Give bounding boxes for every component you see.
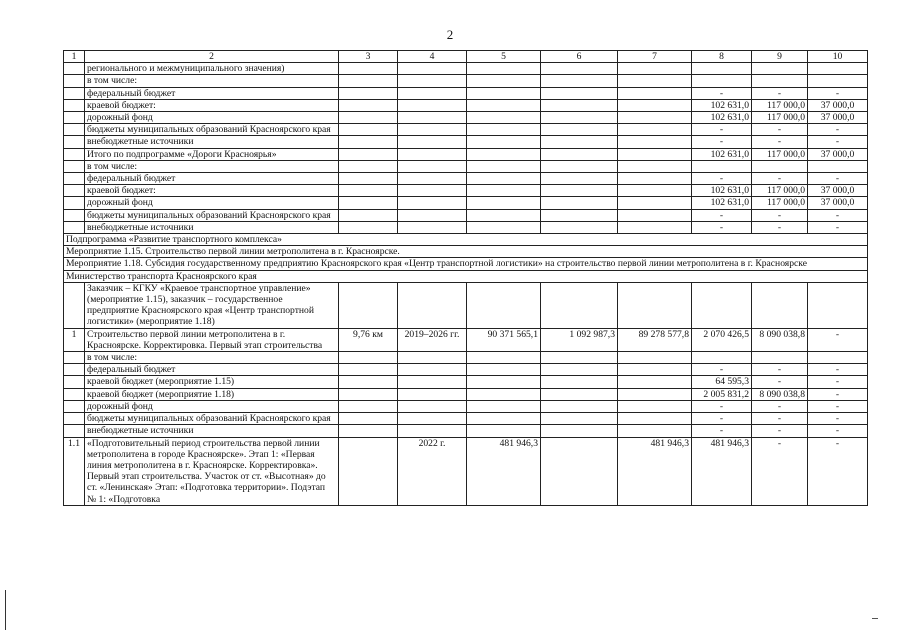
table-cell (541, 400, 618, 412)
table-cell (64, 425, 85, 437)
table-cell (541, 413, 618, 425)
table-cell (618, 124, 692, 136)
table-cell (467, 376, 541, 388)
column-header: 7 (618, 51, 692, 63)
table-cell (467, 209, 541, 221)
table-cell (808, 352, 868, 364)
table-cell (752, 63, 808, 75)
table-cell: - (808, 437, 868, 505)
row-label: внебюджетные источники (85, 136, 339, 148)
row-label: краевой бюджет: (85, 185, 339, 197)
row-label: «Подготовительный период строительства первой линии метрополитена в городе Красноярске». Этап 1: «Первая линия метрополитена в г. Красноярске. Корректировка». Первый этап строительства. Участок от ст. «Высотная» до ст. «Ленинская» Этап: «Подготовка территории». Подэтап № 1: «Подготовка (85, 437, 339, 505)
table-cell: 1 092 987,3 (541, 328, 618, 351)
column-header: 6 (541, 51, 618, 63)
table-cell (339, 148, 398, 160)
table-cell (618, 136, 692, 148)
table-cell: 117 000,0 (752, 99, 808, 111)
table-cell (64, 160, 85, 172)
table-cell (64, 99, 85, 111)
table-cell (339, 112, 398, 124)
table-cell (64, 63, 85, 75)
table-cell (64, 400, 85, 412)
table-cell: - (692, 364, 752, 376)
table-row (64, 221, 868, 233)
table-cell (64, 173, 85, 185)
row-label: федеральный бюджет (85, 173, 339, 185)
item-row (64, 437, 868, 505)
row-label: Строительство первой линии метрополитена в г. Красноярске. Корректировка. Первый этап строительства (85, 328, 339, 351)
table-cell: 2019–2026 гг. (398, 328, 467, 351)
table-row (64, 63, 868, 75)
row-label: бюджеты муниципальных образований Красноярского края (85, 124, 339, 136)
table-row (64, 364, 868, 376)
table-cell (339, 75, 398, 87)
table-cell (618, 197, 692, 209)
table-cell (618, 221, 692, 233)
table-cell (692, 75, 752, 87)
table-row (64, 425, 868, 437)
table-cell (467, 425, 541, 437)
table-cell (467, 148, 541, 160)
table-cell (339, 282, 398, 328)
customer-text: Заказчик – КГКУ «Краевое транспортное управление» (мероприятие 1.15), заказчик – государственное предприятие Красноярского края «Центр транспортной логистики» (мероприятие 1.18) (85, 282, 339, 328)
table-cell (64, 124, 85, 136)
table-cell (398, 282, 467, 328)
header-row (64, 51, 868, 63)
table-cell (339, 376, 398, 388)
section-title: Министерство транспорта Красноярского края (64, 270, 868, 282)
table-cell (339, 173, 398, 185)
row-label: регионального и межмуниципального значения) (85, 63, 339, 75)
table-cell: - (808, 87, 868, 99)
table-cell (64, 388, 85, 400)
table-cell (398, 364, 467, 376)
table-cell (339, 388, 398, 400)
table-cell: 117 000,0 (752, 148, 808, 160)
table-cell: - (808, 364, 868, 376)
table-cell: 102 631,0 (692, 112, 752, 124)
table-cell (398, 197, 467, 209)
table-cell: 102 631,0 (692, 197, 752, 209)
table-cell (541, 388, 618, 400)
row-label: краевой бюджет (мероприятие 1.18) (85, 388, 339, 400)
table-cell (467, 197, 541, 209)
table-cell: - (808, 328, 868, 351)
table-cell: 37 000,0 (808, 185, 868, 197)
table-cell (339, 352, 398, 364)
table-cell: 481 946,3 (467, 437, 541, 505)
table-cell (692, 63, 752, 75)
table-cell (64, 221, 85, 233)
table-cell (618, 425, 692, 437)
table-cell (618, 376, 692, 388)
table-cell (398, 173, 467, 185)
table-cell (339, 136, 398, 148)
table-cell: 37 000,0 (808, 197, 868, 209)
table-cell (692, 160, 752, 172)
table-cell (467, 185, 541, 197)
table-cell (541, 87, 618, 99)
table-cell (618, 364, 692, 376)
table-cell (808, 282, 868, 328)
table-cell (64, 197, 85, 209)
table-row (64, 148, 868, 160)
table-cell (467, 99, 541, 111)
table-cell: - (752, 364, 808, 376)
table-cell (339, 364, 398, 376)
column-header: 1 (64, 51, 85, 63)
table-cell: - (692, 124, 752, 136)
table-cell (618, 282, 692, 328)
section-title: Мероприятие 1.15. Строительство первой линии метрополитена в г. Красноярске. (64, 246, 868, 258)
row-label: краевой бюджет (мероприятие 1.15) (85, 376, 339, 388)
table-cell (467, 160, 541, 172)
table-cell: - (692, 413, 752, 425)
table-cell: 64 595,3 (692, 376, 752, 388)
table-cell (64, 282, 85, 328)
table-cell (398, 352, 467, 364)
table-cell (398, 99, 467, 111)
table-cell: - (808, 425, 868, 437)
row-label: дорожный фонд (85, 112, 339, 124)
table-cell (339, 63, 398, 75)
row-label: федеральный бюджет (85, 364, 339, 376)
table-cell (398, 388, 467, 400)
table-cell (541, 425, 618, 437)
table-cell (339, 160, 398, 172)
table-cell (398, 124, 467, 136)
column-header: 2 (85, 51, 339, 63)
table-cell: - (692, 209, 752, 221)
table-cell (541, 376, 618, 388)
table-cell (752, 160, 808, 172)
table-cell (467, 173, 541, 185)
table-cell (467, 87, 541, 99)
table-cell (467, 112, 541, 124)
table-cell: - (808, 209, 868, 221)
table-cell (541, 197, 618, 209)
table-cell (808, 75, 868, 87)
table-cell (64, 185, 85, 197)
row-label: в том числе: (85, 75, 339, 87)
table-cell: - (752, 413, 808, 425)
table-cell (618, 148, 692, 160)
table-cell (339, 197, 398, 209)
section-title: Мероприятие 1.18. Субсидия государственному предприятию Красноярского края «Центр транспортной логистики» на строительство первой линии метрополитена в г. Красноярске (64, 258, 868, 270)
table-cell (398, 185, 467, 197)
table-row (64, 185, 868, 197)
row-label: в том числе: (85, 160, 339, 172)
table-cell (618, 173, 692, 185)
table-cell (618, 352, 692, 364)
table-cell: - (692, 173, 752, 185)
table-cell: 481 946,3 (618, 437, 692, 505)
table-cell: - (808, 136, 868, 148)
table-cell (64, 209, 85, 221)
budget-table (63, 50, 868, 506)
table-cell: - (752, 400, 808, 412)
column-header: 3 (339, 51, 398, 63)
table-cell (398, 75, 467, 87)
table-cell (541, 209, 618, 221)
table-cell (339, 221, 398, 233)
table-cell: 37 000,0 (808, 148, 868, 160)
table-cell (752, 282, 808, 328)
table-cell (541, 75, 618, 87)
table-cell (398, 209, 467, 221)
table-cell (618, 209, 692, 221)
table-cell (64, 364, 85, 376)
table-cell (339, 413, 398, 425)
table-cell: - (692, 221, 752, 233)
table-row (64, 87, 868, 99)
table-cell (467, 400, 541, 412)
table-cell: - (752, 376, 808, 388)
table-cell (339, 425, 398, 437)
table-cell (541, 221, 618, 233)
row-label: краевой бюджет: (85, 99, 339, 111)
table-cell (541, 99, 618, 111)
column-header: 10 (808, 51, 868, 63)
table-cell: 481 946,3 (692, 437, 752, 505)
table-cell: - (692, 400, 752, 412)
table-cell (398, 63, 467, 75)
table-cell: 8 090 038,8 (752, 388, 808, 400)
table-cell (339, 437, 398, 505)
table-cell (398, 376, 467, 388)
table-cell: - (752, 87, 808, 99)
table-row (64, 124, 868, 136)
table-cell (541, 63, 618, 75)
table-cell (541, 185, 618, 197)
row-label: бюджеты муниципальных образований Красноярского края (85, 209, 339, 221)
table-cell (752, 352, 808, 364)
table-cell (64, 376, 85, 388)
table-cell (618, 99, 692, 111)
table-cell: 8 090 038,8 (752, 328, 808, 351)
table-cell: 102 631,0 (692, 99, 752, 111)
section-row (64, 270, 868, 282)
table-row (64, 209, 868, 221)
table-cell (64, 112, 85, 124)
table-row (64, 75, 868, 87)
page-number: 2 (446, 27, 454, 42)
table-cell: - (808, 124, 868, 136)
table-cell: - (808, 173, 868, 185)
table-cell (339, 99, 398, 111)
item-row (64, 328, 868, 351)
table-cell (618, 388, 692, 400)
table-cell (618, 400, 692, 412)
table-cell (339, 400, 398, 412)
table-cell: 117 000,0 (752, 112, 808, 124)
table-cell (541, 136, 618, 148)
table-row (64, 136, 868, 148)
section-row (64, 234, 868, 246)
table-cell: - (692, 425, 752, 437)
corner-tick (872, 618, 878, 619)
table-row (64, 160, 868, 172)
table-cell: - (752, 221, 808, 233)
row-label: дорожный фонд (85, 400, 339, 412)
table-row (64, 400, 868, 412)
table-cell (618, 413, 692, 425)
row-label: Итого по подпрограмме «Дороги Красноярья» (85, 148, 339, 160)
table-cell (541, 148, 618, 160)
table-cell (541, 112, 618, 124)
table-cell (808, 160, 868, 172)
table-cell: 1 (64, 328, 85, 351)
table-cell (339, 185, 398, 197)
section-row (64, 246, 868, 258)
table-cell (339, 209, 398, 221)
table-row (64, 173, 868, 185)
column-header: 5 (467, 51, 541, 63)
table-cell (692, 352, 752, 364)
table-cell: - (752, 173, 808, 185)
table-cell: 102 631,0 (692, 185, 752, 197)
table-cell: 37 000,0 (808, 99, 868, 111)
table-cell (64, 136, 85, 148)
table-cell: 90 371 565,1 (467, 328, 541, 351)
table-cell (618, 63, 692, 75)
table-cell (618, 112, 692, 124)
column-header: 4 (398, 51, 467, 63)
customer-row (64, 282, 868, 328)
table-cell (467, 136, 541, 148)
table-cell (467, 352, 541, 364)
row-label: бюджеты муниципальных образований Красноярского края (85, 413, 339, 425)
table-cell (692, 282, 752, 328)
table-cell: - (808, 400, 868, 412)
table-cell (467, 63, 541, 75)
table-cell: - (808, 221, 868, 233)
table-cell (541, 173, 618, 185)
table-cell (398, 87, 467, 99)
table-cell (64, 413, 85, 425)
table-cell (398, 136, 467, 148)
table-row (64, 376, 868, 388)
table-cell: 89 278 577,8 (618, 328, 692, 351)
table-cell (398, 413, 467, 425)
table-cell: - (692, 136, 752, 148)
table-cell: - (808, 413, 868, 425)
table-cell: 117 000,0 (752, 197, 808, 209)
table-cell (398, 221, 467, 233)
table-row (64, 112, 868, 124)
table-cell (64, 148, 85, 160)
table-cell (339, 124, 398, 136)
table-cell (541, 352, 618, 364)
table-cell (752, 75, 808, 87)
table-cell (64, 87, 85, 99)
table-row (64, 197, 868, 209)
table-cell (541, 282, 618, 328)
table-cell: 37 000,0 (808, 112, 868, 124)
table-cell (467, 364, 541, 376)
table-cell: 2 070 426,5 (692, 328, 752, 351)
table-cell (467, 221, 541, 233)
table-cell: - (808, 376, 868, 388)
table-cell (467, 75, 541, 87)
table-cell (808, 63, 868, 75)
margin-line (5, 590, 6, 630)
table-cell: 117 000,0 (752, 185, 808, 197)
table-row (64, 352, 868, 364)
table-cell (398, 425, 467, 437)
section-row (64, 258, 868, 270)
table-cell: 102 631,0 (692, 148, 752, 160)
table-cell (398, 400, 467, 412)
table-cell (339, 87, 398, 99)
table-cell: - (752, 425, 808, 437)
row-label: федеральный бюджет (85, 87, 339, 99)
table-cell: - (808, 388, 868, 400)
table-cell (64, 75, 85, 87)
table-cell: - (752, 209, 808, 221)
table-cell (618, 185, 692, 197)
table-cell: - (752, 136, 808, 148)
table-cell: 9,76 км (339, 328, 398, 351)
table-cell (541, 124, 618, 136)
row-label: внебюджетные источники (85, 425, 339, 437)
row-label: в том числе: (85, 352, 339, 364)
table-cell (398, 160, 467, 172)
table-row (64, 99, 868, 111)
table-cell (64, 352, 85, 364)
table-cell (541, 437, 618, 505)
table-cell: 2022 г. (398, 437, 467, 505)
table-cell: - (752, 437, 808, 505)
table-cell (467, 413, 541, 425)
table-cell: 2 005 831,2 (692, 388, 752, 400)
table-cell (467, 282, 541, 328)
column-header: 9 (752, 51, 808, 63)
table-cell (618, 160, 692, 172)
table-cell (467, 388, 541, 400)
table-cell (541, 160, 618, 172)
table-cell (541, 364, 618, 376)
section-title: Подпрограмма «Развитие транспортного комплекса» (64, 234, 868, 246)
table-cell: 1.1 (64, 437, 85, 505)
table-cell (467, 124, 541, 136)
table-cell: - (752, 124, 808, 136)
column-header: 8 (692, 51, 752, 63)
table-row (64, 388, 868, 400)
table-cell (398, 112, 467, 124)
table-cell (618, 75, 692, 87)
row-label: внебюджетные источники (85, 221, 339, 233)
table-row (64, 413, 868, 425)
row-label: дорожный фонд (85, 197, 339, 209)
table-cell (398, 148, 467, 160)
table-cell (618, 87, 692, 99)
table-cell: - (692, 87, 752, 99)
